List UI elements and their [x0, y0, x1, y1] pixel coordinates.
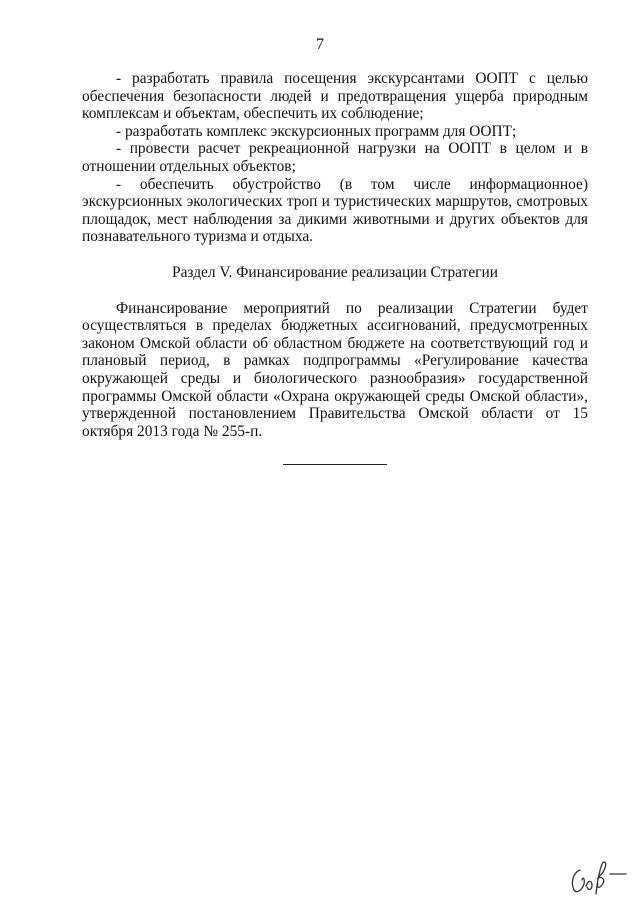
bullet-item: - разработать комплекс экскурсионных программ для ООПТ;	[116, 122, 517, 140]
document-body	[82, 70, 588, 440]
bullet-item: - провести расчет рекреационной нагрузки на ООПТ в целом и в отношении отдельных объектов;	[82, 140, 588, 175]
section-heading: Раздел V. Финансирование реализации Стратегии	[172, 263, 498, 281]
handwritten-initials-signature	[566, 858, 630, 898]
bullet-item: - разработать правила посещения экскурсантами ООПТ с целью обеспечения безопасности людей и предотвращения ущерба природным комплексам и объектам, обеспечить их соблюдение;	[82, 70, 588, 123]
end-divider	[283, 464, 387, 465]
bullet-item: - обеспечить обустройство (в том числе информационное) экскурсионных экологических троп и туристических маршрутов, смотровых площадок, мест наблюдения за дикими животными и других объектов для познавательного туризма и отдыха.	[82, 175, 588, 246]
financing-paragraph: Финансирование мероприятий по реализации Стратегии будет осуществляться в пределах бюджетных ассигнований, предусмотренных законом Омской области об областном бюджете на соответствующий год и плановый период, в рамках подпрограммы «Регулирование качества окружающей среды и биологического разнообразия» государственной программы Омской области «Охрана окружающей среды Омской области», утвержденной постановлением Правительства Омской области от 15 октября 2013 года № 255-п.	[82, 299, 588, 440]
page-number: 7	[316, 36, 324, 53]
